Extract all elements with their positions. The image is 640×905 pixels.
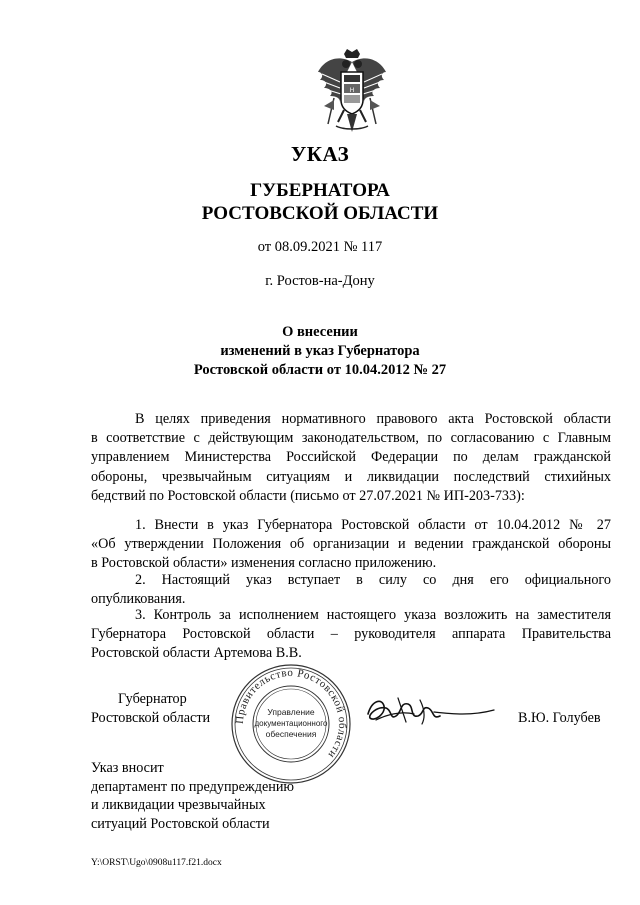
introduced-by-line: ситуаций Ростовской области (91, 815, 270, 832)
item-3-line: 3. Контроль за исполнением настоящего указа возложить на заместителя (135, 607, 611, 623)
date-number: от 08.09.2021 № 117 (257, 239, 383, 255)
seal-outer-text: Правительство Ростовской области (233, 666, 349, 761)
issuer-line-1: ГУБЕРНАТОРА (250, 180, 390, 201)
file-path-footer: Y:\ORST\Ugo\0908u117.f21.docx (91, 858, 222, 868)
coat-of-arms-icon (314, 48, 390, 136)
item-3-line: Ростовской области Артемова В.В. (91, 645, 302, 662)
preamble-line: В целях приведения нормативного правового акта Ростовской области (135, 411, 611, 427)
item-2 (91, 571, 611, 609)
item-2-line: опубликования. (91, 591, 186, 608)
introduced-by-block (91, 759, 294, 833)
preamble-paragraph (91, 410, 611, 506)
seal-inner-text-1: Управление (267, 707, 315, 717)
item-1-line: «Об утверждении Положения об организации и ведении гражданской обороны (91, 536, 611, 553)
city: г. Ростов-на-Дону (265, 273, 375, 289)
subject-line-2: изменений в указ Губернатора (220, 343, 420, 359)
document-type: УКАЗ (290, 142, 350, 166)
preamble-line: управлением Министерства Российской Федерации по делам гражданской (91, 449, 611, 466)
introduced-by-line: Указ вносит (91, 760, 164, 776)
preamble-line: в соответствие с действующим законодательством, по согласованию с Главным (91, 430, 611, 447)
introduced-by-line: и ликвидации чрезвычайных (91, 797, 266, 813)
issuer-line-2: РОСТОВСКОЙ ОБЛАСТИ (201, 203, 439, 224)
signatory-position-line-2: Ростовской области (91, 710, 211, 726)
item-1 (91, 516, 611, 574)
signatory-position-line-1: Губернатор (118, 691, 187, 707)
item-1-line: в Ростовской области» изменения согласно приложению. (91, 555, 437, 572)
item-3 (91, 606, 611, 664)
seal-inner-text-3: обеспечения (265, 729, 317, 739)
seal-inner-text-2: документационного (254, 719, 328, 728)
signatory-name: В.Ю. Голубев (518, 710, 601, 726)
subject-line-1: О внесении (282, 324, 358, 340)
introduced-by-line: департамент по предупреждению (91, 778, 295, 795)
handwritten-signature-icon (362, 694, 497, 728)
subject-line-3: Ростовской области от 10.04.2012 № 27 (193, 362, 447, 378)
item-3-line: Губернатора Ростовской области – руководителя аппарата Правительства (91, 626, 611, 643)
item-1-line: 1. Внести в указ Губернатора Ростовской области от 10.04.2012 № 27 (135, 517, 611, 533)
svg-text:H: H (349, 87, 355, 94)
item-2-line: 2. Настоящий указ вступает в силу со дня его официального (135, 572, 611, 588)
preamble-line: обороны, чрезвычайным ситуациям и ликвидации последствий стихийных (91, 468, 611, 485)
preamble-line: бедствий по Ростовской области (письмо от 27.07.2021 № ИП-203-733): (91, 487, 525, 504)
